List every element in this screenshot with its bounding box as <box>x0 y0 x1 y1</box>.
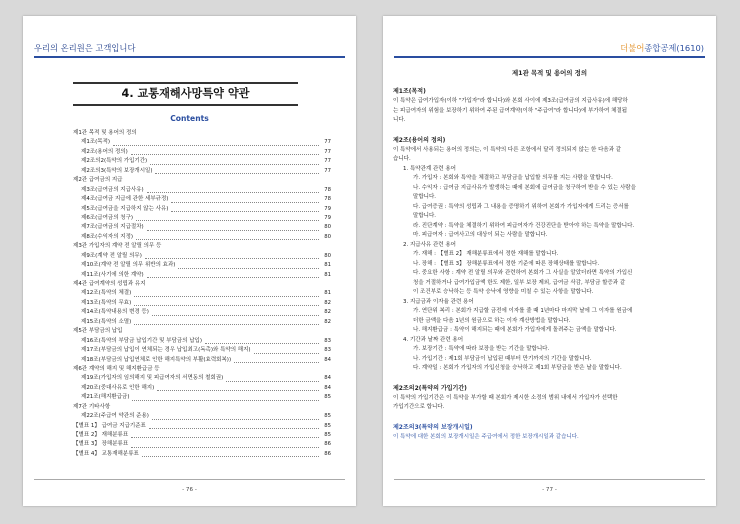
toc-entry-label: 제7관 기타사항 <box>73 403 111 410</box>
sub-item: 가. 재해 : 【별표 2】 재해분류표에서 정한 재해를 말합니다. <box>413 251 559 257</box>
sub-item: 더한 금액을 다음 1년의 원금으로 하는 이자 계산방법을 말합니다. <box>413 317 571 324</box>
paragraph-line: 는 피급여자의 위험을 보장하기 위하여 주된 급여계약(이하 "주급여"라 합니다)에 부가하여 체결됩 <box>393 107 628 114</box>
toc-leader <box>147 277 319 278</box>
toc-leader <box>136 239 319 240</box>
toc-entry-label: 제5조(급여금을 지급하지 않는 사유) <box>81 205 169 212</box>
article-heading: 제1조(목적) <box>393 88 426 95</box>
right-header <box>620 42 704 54</box>
toc-entry <box>73 412 331 421</box>
toc-entry <box>73 261 331 270</box>
sub-item: 나. 수익자 : 급여금 지급사유가 발생하는 때에 본회에 급여금을 청구하여 받을 수 있는 사람을 <box>413 184 636 191</box>
toc-entry-label: 【별표 4】 교통재해분류표 <box>73 450 139 457</box>
toc-entry-label: 제3조(급여금의 지급사유) <box>81 186 144 193</box>
toc-page-number: 86 <box>324 441 331 448</box>
toc-entry <box>73 138 331 147</box>
toc-leader <box>132 400 319 401</box>
toc-leader <box>150 164 319 165</box>
toc-leader <box>171 202 319 203</box>
sub-item: 가. 연단위 복리 : 본회가 지급할 금전에 이자를 줄 때 1년마다 마지막 날에 그 이자를 원금에 <box>413 308 633 314</box>
toc-leader <box>178 268 319 269</box>
toc-entry-label: 제1관 목적 및 용어의 정의 <box>73 130 137 136</box>
toc-entry-label: 제12조(특약의 체결) <box>81 290 132 297</box>
toc-leader <box>152 315 319 316</box>
spacer <box>393 126 705 131</box>
sub-item: 가. 보장기간 : 특약에 따라 보장을 받는 기간을 말합니다. <box>413 346 550 352</box>
toc-entry-label: 제16조(특약의 부담금 납입기간 및 부담금의 납입) <box>81 337 202 344</box>
toc-page-number: 84 <box>324 384 331 391</box>
list-item: 2. 지급사유 관련 용어 <box>403 241 456 248</box>
toc-page-number: 85 <box>324 413 331 420</box>
toc-page-number: 77 <box>324 148 331 155</box>
toc-page-number: 86 <box>324 450 331 457</box>
footer-rule <box>394 479 705 480</box>
toc-leader <box>147 230 319 231</box>
toc-entry <box>73 186 331 195</box>
toc-entry-label: 제5관 부담금의 납입 <box>73 328 123 335</box>
list-item: 4. 기간과 날짜 관련 용어 <box>403 336 464 343</box>
toc-leader <box>131 154 319 155</box>
toc-page-number: 78 <box>324 196 331 203</box>
toc-leader <box>254 353 319 354</box>
toc-chapter <box>73 365 331 374</box>
header-rule <box>34 56 345 58</box>
sub-item: 다. 급여증권 : 특약의 성립과 그 내용을 증명하기 위하여 본회가 가입자에게 드리는 증서를 <box>413 203 629 210</box>
toc-leader <box>147 192 319 193</box>
toc-entry-label: 제1조(목적) <box>81 139 111 146</box>
toc-page-number: 84 <box>324 375 331 382</box>
toc-entry-label: 제17조(부담금의 납입이 연체되는 경우 납입최고(독촉)와 특약의 해지) <box>81 347 251 354</box>
toc-entry-label: 제15조(특약의 소멸) <box>81 318 132 325</box>
document-title: 4. 교통재해사망특약 약관 <box>73 82 298 106</box>
toc-entry <box>73 384 331 393</box>
sub-item: 가. 가입자 : 본회와 특약을 체결하고 부담금을 납입할 의무를 지는 사람을 말합니다. <box>413 175 613 181</box>
toc-chapter <box>73 327 331 336</box>
toc-page-number: 83 <box>324 347 331 354</box>
sub-item: 말합니다. <box>413 213 437 219</box>
toc-entry-label: 제11조(사기에 의한 계약) <box>81 271 144 278</box>
toc-entry-label: 제2조의2(특약의 가입기간) <box>81 158 148 165</box>
toc-entry-label: 제21조(해지환급금) <box>81 394 130 401</box>
toc-entry <box>73 346 331 355</box>
toc-entry <box>73 271 331 280</box>
toc-page-number: 85 <box>324 394 331 401</box>
toc-leader <box>205 343 319 344</box>
toc-chapter <box>73 280 331 289</box>
toc-entry <box>73 308 331 317</box>
toc-entry <box>73 157 331 166</box>
article-body <box>393 82 705 442</box>
toc-page-number: 81 <box>324 262 331 269</box>
toc-entry-label: 【별표 2】 재해분류표 <box>73 432 129 438</box>
toc-page-number: 82 <box>324 309 331 316</box>
toc-entry-label: 제2조(용어의 정의) <box>81 148 128 155</box>
toc-entry-label: 제2관 급여금의 지급 <box>73 177 123 184</box>
toc-page-number: 82 <box>324 318 331 325</box>
sub-item: 라. 진단계약 : 특약을 체결하기 위하여 피급여자가 건강진단을 받아야 하는 특약을 말합니다. <box>413 222 635 229</box>
toc-page-number: 82 <box>324 299 331 306</box>
toc-chapter <box>73 176 331 185</box>
toc-entry <box>73 356 331 365</box>
footer-rule <box>34 479 345 480</box>
paragraph-line: 이 특약은 급여가입자(이하 "가입자"라 합니다)와 본회 사이에 제3조(급여금의 지급사유)에 해당하 <box>393 98 628 104</box>
toc-page-number: 80 <box>324 252 331 259</box>
sub-item: 나. 해지환급금 : 특약이 해지되는 때에 본회가 가입자에게 돌려주는 금액을 말합니다. <box>413 327 617 333</box>
toc-entry <box>73 214 331 223</box>
paragraph-line: 이 특약의 가입기간은 이 특약을 부가할 때 본회가 제시한 소정의 범위 내에서 가입자가 선택한 <box>393 394 618 401</box>
toc-entry-label: 제8조(수익자의 지정) <box>81 233 134 240</box>
toc-entry <box>73 195 331 204</box>
toc-entry-label: 제6조(급여금의 청구) <box>81 214 134 221</box>
toc-entry <box>73 299 331 308</box>
header-rule <box>394 56 705 58</box>
toc-leader <box>136 220 319 221</box>
toc-entry <box>73 374 331 383</box>
toc-entry-label: 【별표 3】 장해분류표 <box>73 441 129 448</box>
toc-leader <box>149 428 319 429</box>
toc-chapter <box>73 450 331 459</box>
spacer <box>393 374 705 379</box>
brand-name: 더불어 <box>620 43 645 53</box>
sub-item: 다. 계약일 : 본회가 가입자의 가입신청을 승낙하고 제1회 부담금을 받은 날을 말합니다. <box>413 365 622 371</box>
toc-chapter <box>73 431 331 440</box>
sub-item: 말합니다. <box>413 194 437 200</box>
paragraph-line: 이 특약에서 사용되는 용어의 정의는, 이 특약의 다른 조항에서 달리 정의되지 않는 한 다음과 같 <box>393 146 622 153</box>
toc-page-number: 78 <box>324 186 331 193</box>
left-header: 우리의 온리원은 고객입니다 <box>34 43 136 53</box>
toc-entry <box>73 167 331 176</box>
toc-entry-label: 제20조(중대사유로 인한 해지) <box>81 384 155 391</box>
toc-leader <box>155 173 319 174</box>
toc-leader <box>134 305 319 306</box>
toc-entry <box>73 337 331 346</box>
toc-page-number: 77 <box>324 167 331 174</box>
list-item: 3. 지급금과 이자율 관련 용어 <box>403 298 474 305</box>
toc-page-number: 79 <box>324 214 331 221</box>
toc-page-number: 84 <box>324 356 331 363</box>
toc-entry-label: 제22조(주급여 약관의 준용) <box>81 413 149 420</box>
toc-chapter <box>73 440 331 449</box>
toc-entry <box>73 318 331 327</box>
toc-page-number: 77 <box>324 158 331 165</box>
toc-leader <box>226 381 319 382</box>
toc-leader <box>142 456 319 457</box>
article-heading: 제2조의3(특약의 보장개시일) <box>393 423 473 431</box>
contents-heading: Contents <box>170 114 209 123</box>
toc-page-number: 81 <box>324 271 331 278</box>
paragraph-line: 니다. <box>393 117 406 123</box>
toc-entry-label: 【별표 1】 급여금 지급기준표 <box>73 422 146 429</box>
toc-leader <box>152 419 319 420</box>
toc-page-number: 85 <box>324 432 331 438</box>
right-page <box>383 16 716 506</box>
toc-chapter <box>73 129 331 138</box>
toc-page-number: 81 <box>324 290 331 297</box>
toc-page-number: 83 <box>324 337 331 344</box>
brand-suffix: 종합공제(1610) <box>644 43 704 53</box>
toc-entry <box>73 289 331 298</box>
toc-entry-label: 제2조의3(특약의 보장개시일) <box>81 167 153 174</box>
toc-entry <box>73 393 331 402</box>
toc-chapter <box>73 422 331 431</box>
toc-entry-label: 제4관 급여계약의 성립과 유지 <box>73 281 146 287</box>
left-page <box>23 16 356 506</box>
toc-chapter <box>73 242 331 251</box>
toc-leader <box>234 362 319 363</box>
toc-leader <box>134 324 319 325</box>
toc-chapter <box>73 403 331 412</box>
article-heading: 제2조(용어의 정의) <box>393 136 446 144</box>
toc-leader <box>145 258 319 259</box>
toc-leader <box>131 437 319 438</box>
toc-entry-label: 제7조(급여금의 지급절차) <box>81 224 144 231</box>
toc-entry-label: 제6관 계약의 해지 및 해지환급금 등 <box>73 365 160 372</box>
toc-entry-label: 제18조(부담금의 납입연체로 인한 해지특약의 부활(효력회복)) <box>81 356 232 363</box>
chapter-title: 제1관 목적 및 용어의 정의 <box>511 69 588 77</box>
toc-entry <box>73 252 331 261</box>
toc-page-number: 77 <box>324 139 331 146</box>
toc-leader <box>131 447 319 448</box>
toc-entry-label: 제9조(계약 전 알릴 의무) <box>81 252 142 259</box>
spacer <box>393 413 705 418</box>
toc-leader <box>171 211 319 212</box>
toc-entry <box>73 148 331 157</box>
sub-item: 나. 장해 : 【별표 3】 장해분류표에서 정한 기준에 따른 장해상태를 말합니다. <box>413 260 600 267</box>
page-number: - 77 - <box>542 487 557 493</box>
toc-page-number: 85 <box>324 422 331 429</box>
sub-item: 나. 가입기간 : 제1회 부담금이 납입된 때부터 만기까지의 기간을 말합니다. <box>413 355 592 362</box>
list-item: 1. 특약관계 관련 용어 <box>403 165 456 172</box>
sub-item: 청을 거절하거나 급여가입금액 한도 제한, 일부 보장 제외, 급여금 삭감, 부담금 할증과 같 <box>413 279 626 286</box>
toc-entry-label: 제10조(계약 전 알릴 의무 위반의 효과) <box>81 262 176 269</box>
toc-page-number: 80 <box>324 224 331 231</box>
table-of-contents <box>73 129 331 459</box>
toc-entry-label: 제3관 가입자의 계약 전 알릴 의무 등 <box>73 243 162 250</box>
paragraph-line: 습니다. <box>393 156 411 162</box>
sub-item: 다. 중요한 사항 : 계약 전 알릴 의무와 관련하여 본회가 그 사실을 알았더라면 특약의 가입신 <box>413 270 633 276</box>
toc-leader <box>113 145 319 146</box>
article-heading: 제2조의2(특약의 가입기간) <box>393 384 467 392</box>
toc-leader <box>134 296 319 297</box>
toc-entry <box>73 223 331 232</box>
page-number: - 76 - <box>182 487 197 493</box>
sub-item: 마. 피급여자 : 급여사고의 대상이 되는 사람을 말합니다. <box>413 232 548 238</box>
toc-entry-label: 제13조(특약의 무효) <box>81 299 132 306</box>
toc-entry <box>73 205 331 214</box>
toc-entry-label: 제19조(가입자의 임의해지 및 피급여자의 서면동의 철회권) <box>81 375 224 382</box>
toc-entry <box>73 233 331 242</box>
toc-entry-label: 제14조(특약내용의 변경 등) <box>81 309 149 316</box>
paragraph-line: 가입기간으로 합니다. <box>393 404 445 410</box>
toc-page-number: 80 <box>324 233 331 240</box>
toc-page-number: 79 <box>324 205 331 212</box>
sub-item: 이 조건부로 승낙하는 등 특약 승낙에 영향을 미칠 수 있는 사항을 말합니다. <box>413 289 594 295</box>
toc-leader <box>157 390 319 391</box>
toc-entry-label: 제4조(급여금 지급에 관한 세부규정) <box>81 196 169 203</box>
paragraph-line: 이 특약에 대한 본회의 보장개시일은 주급여에서 정한 보장개시일과 같습니다. <box>393 433 579 440</box>
